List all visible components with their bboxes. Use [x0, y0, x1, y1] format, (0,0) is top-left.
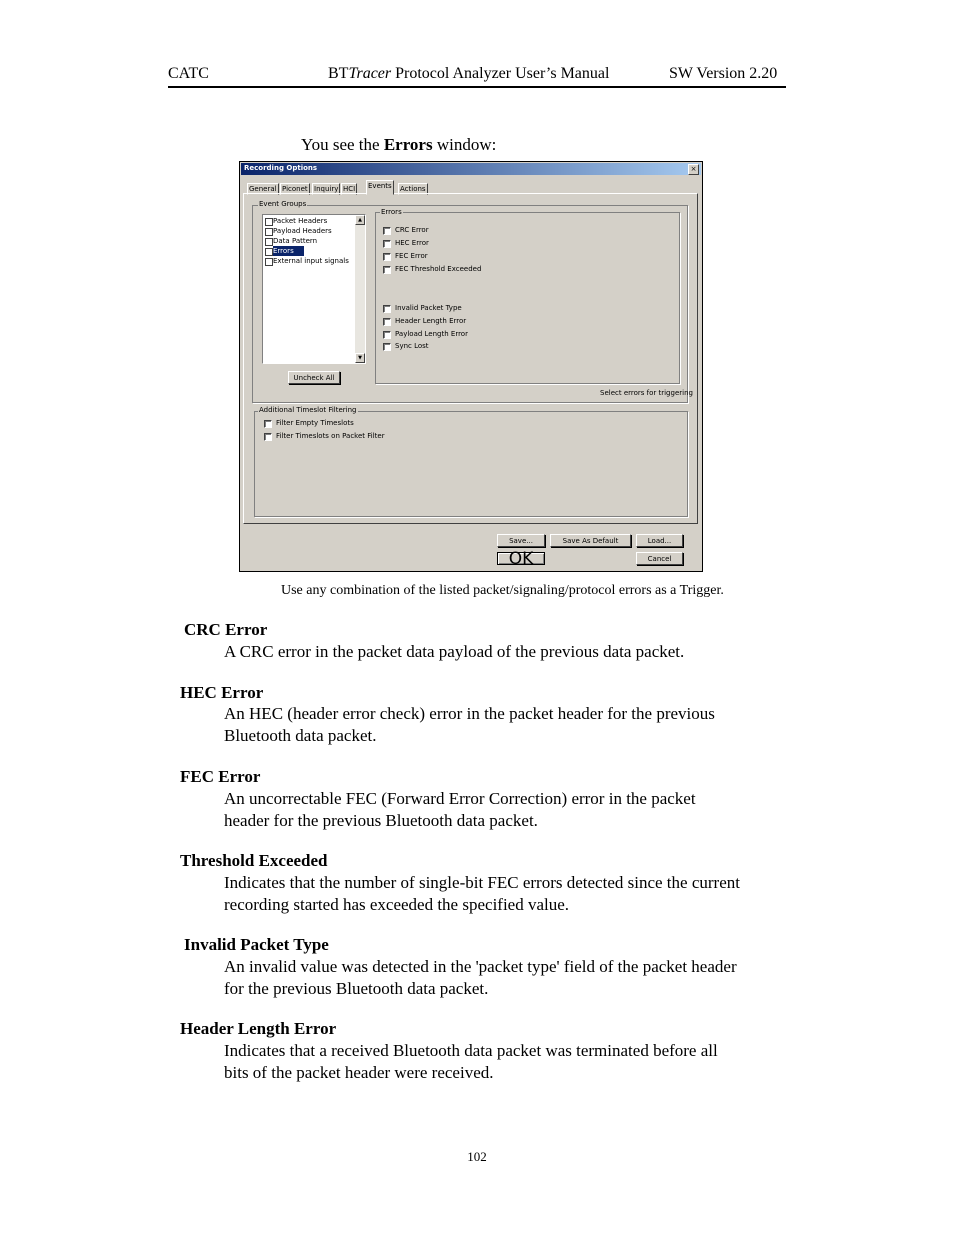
uncheck-all-button[interactable]: Uncheck All — [288, 371, 340, 384]
header-left: CATC — [168, 65, 209, 82]
close-icon[interactable]: × — [688, 164, 699, 175]
event-groups-label: Event Groups — [259, 200, 307, 208]
tab-actions[interactable]: Actions — [400, 185, 426, 193]
tab-inquiry[interactable]: Inquiry — [314, 185, 339, 193]
tab-hci[interactable]: HCI — [343, 185, 356, 193]
scroll-down-icon[interactable]: ▼ — [355, 353, 365, 363]
term-invalid-packet-type: Invalid Packet Type — [184, 935, 329, 954]
list-scrollbar[interactable] — [355, 215, 365, 363]
def-invalid-packet-type: An invalid value was detected in the 'packet type' field of the packet header for the previous Bluetooth data packet. — [224, 957, 737, 998]
header-title: BTTracer Protocol Analyzer User’s Manual — [328, 65, 610, 82]
dialog-titlebar — [241, 163, 701, 175]
def-threshold-exceeded: Indicates that the number of single-bit FEC errors detected since the current recording started has exceeded the specified value. — [224, 873, 740, 914]
def-fec-error: An uncorrectable FEC (Forward Error Correction) error in the packet header for the previous Bluetooth data packet. — [224, 789, 696, 830]
load-button[interactable]: Load... — [636, 534, 683, 547]
timeslot-filtering-label: Additional Timeslot Filtering — [259, 406, 357, 414]
term-hec-error: HEC Error — [180, 683, 264, 702]
intro-text: You see the Errors window: — [301, 135, 497, 154]
tab-general[interactable]: General — [249, 185, 277, 193]
errors-hint: Select errors for triggering — [600, 389, 693, 397]
ok-button[interactable]: OK — [497, 552, 545, 565]
errors-label: Errors — [381, 208, 402, 216]
save-as-default-button[interactable]: Save As Default — [550, 534, 631, 547]
tab-events[interactable]: Events — [366, 180, 394, 195]
tab-piconet[interactable]: Piconet — [282, 185, 308, 193]
figure-caption: Use any combination of the listed packet/signaling/protocol errors as a Trigger. — [281, 583, 724, 598]
term-fec-error: FEC Error — [180, 767, 261, 786]
def-hec-error: An HEC (header error check) error in the packet header for the previous Bluetooth data packet. — [224, 704, 715, 745]
header-rule — [168, 86, 786, 88]
save-button[interactable]: Save... — [497, 534, 545, 547]
dialog-title: Recording Options — [244, 164, 318, 172]
cancel-button[interactable]: Cancel — [636, 552, 683, 565]
scroll-up-icon[interactable]: ▲ — [355, 215, 365, 225]
term-threshold-exceeded: Threshold Exceeded — [180, 851, 328, 870]
header-version: SW Version 2.20 — [669, 65, 778, 82]
term-crc-error: CRC Error — [184, 620, 268, 639]
def-crc-error: A CRC error in the packet data payload of the previous data packet. — [224, 642, 685, 661]
term-header-length-error: Header Length Error — [180, 1019, 337, 1038]
errors-box — [375, 212, 680, 384]
event-groups-list[interactable]: Packet Headers Payload Headers Data Pattern Errors External input signals ▲ ▼ — [262, 214, 366, 364]
page-number: 102 — [467, 1149, 487, 1164]
recording-options-dialog: Recording Options × General Piconet Inquiry HCI Events Actions Event Groups Packet Headers Payload Headers Data Pattern Errors External input signals ▲ ▼ Errors CRC Error HEC Error FEC Error FEC Threshold Exceeded Invalid Packet Type Header Length Error Payload Length Error Sync Lost Uncheck All Select errors for triggering Additional Timeslot Filtering Filter Empty Timeslots Filter Timeslots on Packet Filter Save... Save As Default Load... OK Cancel — [239, 161, 703, 572]
def-header-length-error: Indicates that a received Bluetooth data packet was terminated before all bits of the packet header were received. — [224, 1041, 718, 1082]
